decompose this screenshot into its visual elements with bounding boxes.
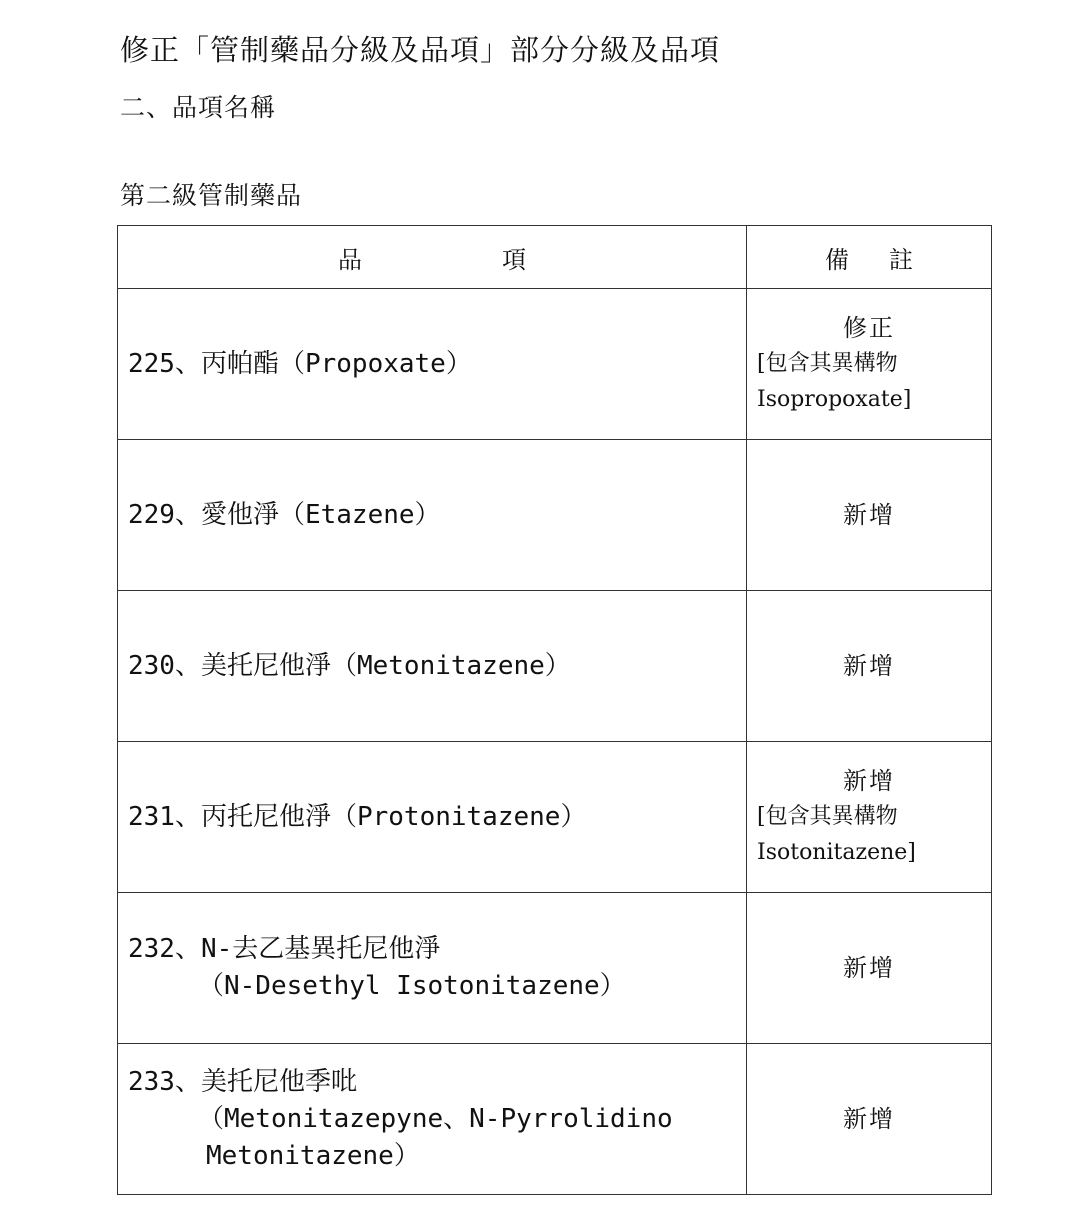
drug-note-cell — [747, 440, 992, 591]
note-status: 新增 — [843, 501, 895, 529]
table-row — [118, 289, 992, 440]
drug-item-english-name: （N-Desethyl Isotonitazene） — [198, 971, 626, 1001]
document-title: 修正「管制藥品分級及品項」部分分級及品項 — [120, 33, 721, 67]
drug-item-name: 230、美托尼他淨（Metonitazene） — [128, 650, 571, 681]
schedule-level-title: 第二級管制藥品 — [120, 181, 303, 210]
note-header-left: 備 — [825, 245, 849, 274]
drug-note-cell — [747, 1044, 992, 1195]
drug-item-cell — [118, 893, 747, 1044]
note-header-right: 註 — [889, 245, 913, 274]
note-detail: [包含其異構物 — [757, 351, 898, 376]
drug-item-english-name: （Metonitazepyne、N-Pyrrolidino — [198, 1103, 673, 1134]
drug-note-cell — [747, 893, 992, 1044]
drug-item-name: 231、丙托尼他淨（Protonitazene） — [128, 801, 587, 832]
drug-item-name: 229、愛他淨（Etazene） — [128, 499, 441, 530]
drug-note-cell — [747, 289, 992, 440]
table-row — [118, 742, 992, 893]
item-column-header — [118, 226, 747, 289]
controlled-drug-table — [117, 225, 992, 1195]
note-detail: Isotonitazene] — [757, 840, 916, 865]
drug-note-cell — [747, 742, 992, 893]
drug-item-cell — [118, 742, 747, 893]
note-detail: [包含其異構物 — [757, 804, 898, 829]
drug-item-cell — [118, 440, 747, 591]
item-header-right: 項 — [502, 245, 526, 274]
note-detail: Isopropoxate] — [757, 387, 912, 412]
drug-item-name: 225、丙帕酯（Propoxate） — [128, 348, 472, 379]
table-row — [118, 440, 992, 591]
note-status: 新增 — [843, 767, 895, 795]
table-row — [118, 1044, 992, 1195]
section-title: 二、品項名稱 — [120, 93, 277, 122]
drug-item-name: 232、N-去乙基異托尼他淨 — [128, 934, 441, 964]
table-header-row — [118, 226, 992, 289]
drug-item-english-name-cont: Metonitazene） — [206, 1140, 420, 1171]
table-row — [118, 893, 992, 1044]
drug-item-cell — [118, 1044, 747, 1195]
note-status: 新增 — [843, 652, 895, 680]
note-status: 修正 — [843, 314, 895, 342]
table-row — [118, 591, 992, 742]
note-column-header — [747, 226, 992, 289]
drug-item-name: 233、美托尼他季吡 — [128, 1066, 357, 1097]
note-status: 新增 — [843, 1105, 895, 1133]
drug-item-cell — [118, 289, 747, 440]
item-header-left: 品 — [338, 245, 362, 274]
note-status: 新增 — [843, 954, 895, 982]
drug-item-cell — [118, 591, 747, 742]
drug-note-cell — [747, 591, 992, 742]
